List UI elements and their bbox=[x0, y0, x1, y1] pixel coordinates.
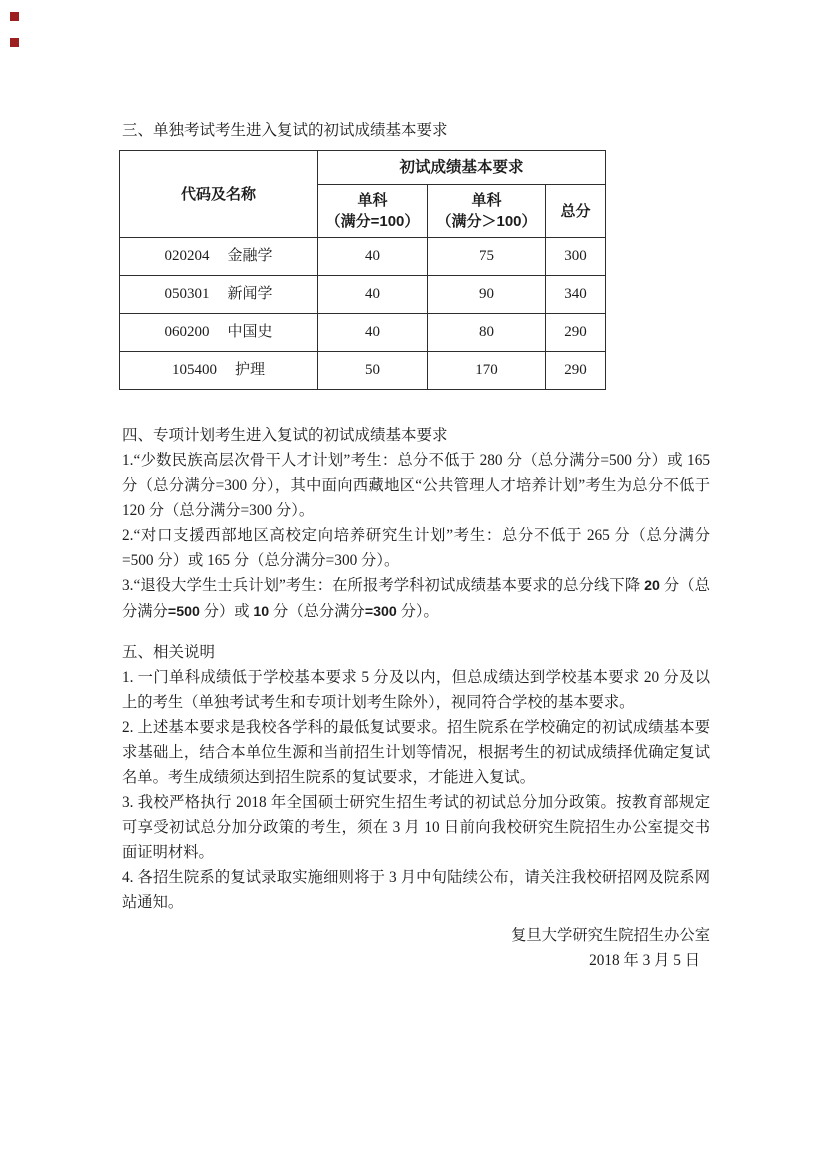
text-run: 3. 我校严格执行 2018 年全国硕士研究生招生考试的初试总分加分政策。按教育部规定可享受初试总分加分政策的考生，须在 3 月 10 日前向我校研究生院招生办公室提交书面证明材料。 bbox=[122, 794, 710, 861]
bold-text-run: 10 bbox=[253, 604, 270, 620]
subheader-line: 单科 bbox=[471, 192, 502, 209]
table-row bbox=[120, 276, 606, 314]
cell-code-name bbox=[120, 352, 318, 390]
cell-single-100: 50 bbox=[318, 352, 428, 390]
bold-text-run: =300 bbox=[364, 604, 397, 620]
signature-block bbox=[122, 923, 710, 973]
cell-single-gt100: 170 bbox=[428, 352, 546, 390]
cell-total: 290 bbox=[546, 352, 606, 390]
text-run: 1.“少数民族高层次骨干人才计划”考生：总分不低于 280 分（总分满分=500 分）或 165 分（总分满分=300 分），其中面向西藏地区“公共管理人才培养计划”考生为总分不低于 120 分（总分满分=300 分）。 bbox=[122, 452, 710, 519]
cell-code-name bbox=[120, 314, 318, 352]
program-code: 060200 bbox=[164, 324, 210, 340]
program-name: 新闻学 bbox=[227, 286, 273, 302]
admission-score-table bbox=[119, 150, 606, 390]
table-subheader-total: 总分 bbox=[546, 185, 606, 238]
cell-code-name bbox=[120, 238, 318, 276]
bold-text-run: 20 bbox=[644, 578, 660, 594]
cell-single-100: 40 bbox=[318, 314, 428, 352]
program-code: 050301 bbox=[164, 286, 210, 302]
program-name: 护理 bbox=[234, 362, 265, 378]
program-code: 105400 bbox=[171, 362, 217, 378]
section3-heading: 三、单独考试考生进入复试的初试成绩基本要求 bbox=[122, 122, 448, 139]
text-run: 3.“退役大学生士兵计划”考生：在所报考学科初试成绩基本要求的总分线下降 bbox=[122, 577, 645, 594]
subheader-line: 单科 bbox=[357, 192, 388, 209]
section5-heading: 五、相关说明 bbox=[122, 644, 216, 661]
text-run: 2.“对口支援西部地区高校定向培养研究生计划”考生：总分不低于 265 分（总分满分=500 分）或 165 分（总分满分=300 分）。 bbox=[122, 527, 710, 569]
paragraph bbox=[122, 448, 710, 523]
paragraph bbox=[122, 523, 710, 573]
table-col-header-code-name: 代码及名称 bbox=[120, 151, 318, 238]
table-subheader-single-100 bbox=[318, 185, 428, 238]
paragraph bbox=[122, 573, 710, 625]
subheader-line: （满分＞100） bbox=[436, 213, 537, 230]
signature-date: 2018 年 3 月 5 日 bbox=[589, 952, 700, 969]
table-group-header: 初试成绩基本要求 bbox=[318, 151, 606, 185]
cell-code-name bbox=[120, 276, 318, 314]
text-run: 分（总分满分 bbox=[122, 577, 710, 620]
section5-paragraphs bbox=[122, 665, 710, 915]
section4-heading: 四、专项计划考生进入复试的初试成绩基本要求 bbox=[122, 427, 448, 444]
red-mark-icon bbox=[10, 12, 19, 21]
section4-paragraphs bbox=[122, 448, 710, 625]
program-code: 020204 bbox=[164, 248, 210, 264]
cell-single-gt100: 80 bbox=[428, 314, 546, 352]
text-run: 分）或 bbox=[199, 603, 254, 620]
text-run: 分（总分满分 bbox=[269, 603, 365, 620]
program-name: 金融学 bbox=[227, 248, 273, 264]
signature-org: 复旦大学研究生院招生办公室 bbox=[511, 927, 710, 944]
table-row bbox=[120, 238, 606, 276]
paragraph bbox=[122, 790, 710, 865]
cell-total: 290 bbox=[546, 314, 606, 352]
table-header-row bbox=[120, 151, 606, 185]
cell-total: 340 bbox=[546, 276, 606, 314]
subheader-line: （满分=100） bbox=[325, 213, 420, 230]
text-run: 4. 各招生院系的复试录取实施细则将于 3 月中旬陆续公布，请关注我校研招网及院系网站通知。 bbox=[122, 869, 710, 911]
cell-single-gt100: 75 bbox=[428, 238, 546, 276]
text-run: 2. 上述基本要求是我校各学科的最低复试要求。招生院系在学校确定的初试成绩基本要求基础上，结合本单位生源和当前招生计划等情况，根据考生的初试成绩择优确定复试名单。考生成绩须达到招生院系的复试要求，才能进入复试。 bbox=[122, 719, 710, 786]
cell-total: 300 bbox=[546, 238, 606, 276]
document-content bbox=[122, 118, 710, 973]
cell-single-100: 40 bbox=[318, 276, 428, 314]
program-name: 中国史 bbox=[227, 324, 273, 340]
paragraph bbox=[122, 665, 710, 715]
table-subheader-single-gt100 bbox=[428, 185, 546, 238]
red-mark-icon bbox=[10, 38, 19, 47]
table-row bbox=[120, 352, 606, 390]
cell-single-100: 40 bbox=[318, 238, 428, 276]
cell-single-gt100: 90 bbox=[428, 276, 546, 314]
paragraph bbox=[122, 865, 710, 915]
paragraph bbox=[122, 715, 710, 790]
text-run: 1. 一门单科成绩低于学校基本要求 5 分及以内，但总成绩达到学校基本要求 20 分及以上的考生（单独考试考生和专项计划考生除外），视同符合学校的基本要求。 bbox=[122, 669, 710, 711]
text-run: 分）。 bbox=[396, 603, 439, 620]
bold-text-run: =500 bbox=[167, 604, 200, 620]
table-row bbox=[120, 314, 606, 352]
